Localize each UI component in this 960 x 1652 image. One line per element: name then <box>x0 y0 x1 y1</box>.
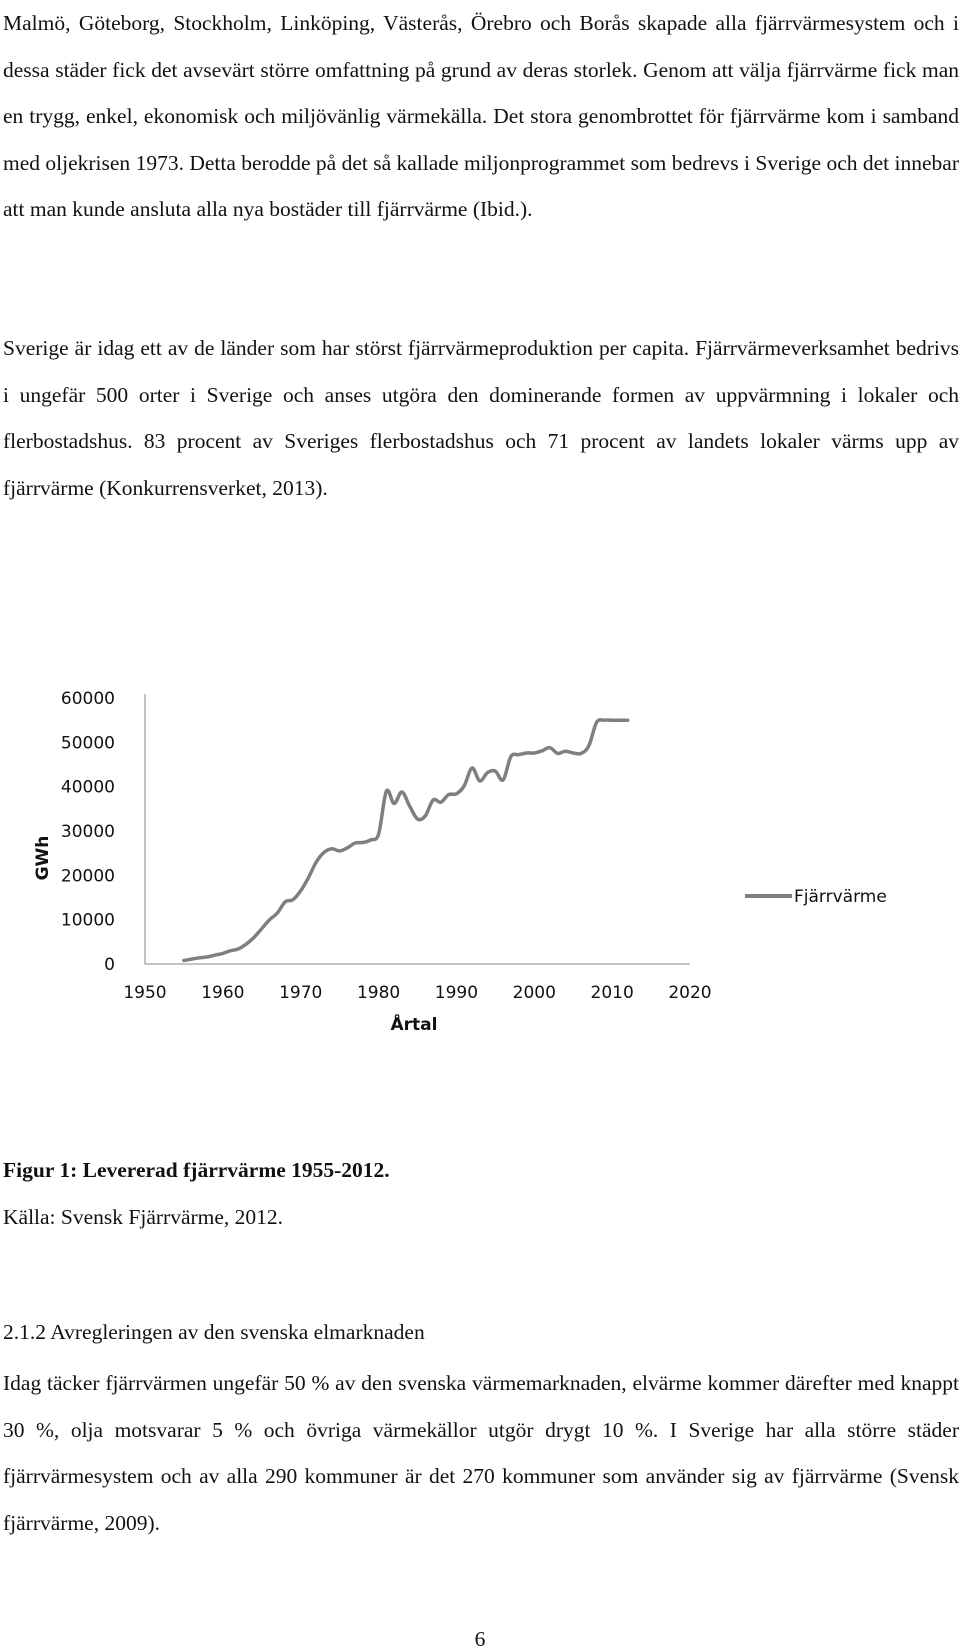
y-tick-label: 30000 <box>60 822 115 842</box>
x-tick-label: 2000 <box>512 983 556 1003</box>
y-tick-label: 10000 <box>60 910 115 931</box>
x-tick-label: 2020 <box>668 983 712 1003</box>
district-heating-line-chart <box>0 670 960 1100</box>
y-tick-label: 20000 <box>60 866 115 887</box>
y-tick-label: 60000 <box>60 689 115 709</box>
y-tick-label: 40000 <box>60 777 115 798</box>
legend-label: Fjärrvärme <box>794 887 887 907</box>
chart-axes <box>145 694 690 964</box>
figure-caption-title: Figur 1: Levererad fjärrvärme 1955-2012. <box>3 1158 390 1182</box>
y-axis-label: GWh <box>33 835 53 881</box>
paragraph-production: Sverige är idag ett av de länder som har störst fjärrvärmeproduktion per capita. Fjärrvärmeverksamhet bedrivs i ungefär 500 orter i Sverige och anses utgöra den dominerande formen av uppvärmning i lokaler och flerbostadshus. 83 procent av Sveriges flerbostadshus och 71 procent av landets lokaler värms upp av fjärrvärme (Konkurrensverket, 2013). <box>3 336 959 500</box>
section-heading: 2.1.2 Avregleringen av den svenska elmarknaden <box>3 1320 425 1344</box>
figure-caption-source: Källa: Svensk Fjärrvärme, 2012. <box>3 1205 284 1229</box>
x-tick-label: 1970 <box>279 983 323 1003</box>
paragraph-history: Malmö, Göteborg, Stockholm, Linköping, Västerås, Örebro och Borås skapade alla fjärrvärmesystem och i dessa städer fick det avsevärt större omfattning på grund av deras storlek. Genom att välja fjärrvärme fick man en trygg, enkel, ekonomisk och miljövänlig värmekälla. Det stora genombrottet för fjärrvärme kom i samband med oljekrisen 1973. Detta berodde på det så kallade miljonprogrammet som bedrevs i Sverige och det innebar att man kunde ansluta alla nya bostäder till fjärrvärme (Ibid.). <box>3 11 959 221</box>
x-tick-label: 2010 <box>590 983 634 1003</box>
x-tick-label: 1980 <box>356 983 401 1003</box>
y-tick-label: 0 <box>104 955 115 975</box>
x-tick-label: 1950 <box>123 983 167 1003</box>
x-axis-ticks <box>123 983 711 1003</box>
y-tick-label: 50000 <box>60 733 115 754</box>
paragraph-heat-market: Idag täcker fjärrvärmen ungefär 50 % av den svenska värmemarknaden, elvärme kommer därefter med knappt 30 %, olja motsvarar 5 % och övriga värmekällor utgör drygt 10 %. I Sverige har alla större städer fjärrvärmesystem och av alla 290 kommuner är det 270 kommuner som använder sig av fjärrvärme (Svensk fjärrvärme, 2009). <box>3 1371 959 1535</box>
x-axis-label: Årtal <box>390 1015 438 1035</box>
x-tick-label: 1960 <box>201 983 245 1003</box>
page-number: 6 <box>474 1627 486 1651</box>
x-tick-label: 1990 <box>434 983 479 1003</box>
y-axis-ticks <box>61 689 115 975</box>
series-line-fjarrvarme <box>184 720 628 961</box>
